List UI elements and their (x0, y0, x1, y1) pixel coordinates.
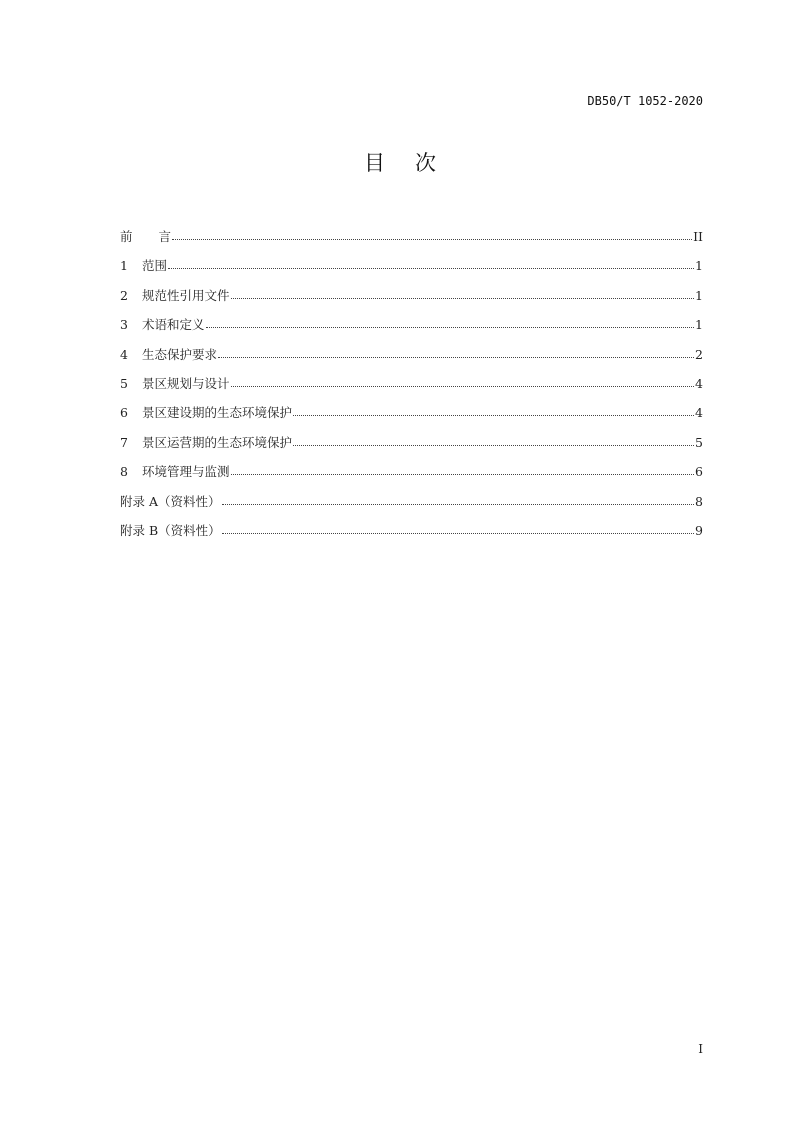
dot-leader (222, 523, 694, 534)
toc-label: 环境管理与监测 (142, 464, 230, 480)
toc-section-number: 6 (120, 405, 128, 421)
dot-leader (168, 258, 694, 269)
toc-section-number: 3 (120, 317, 128, 333)
dot-leader (231, 376, 695, 387)
toc-label (120, 228, 171, 246)
page-title (0, 147, 800, 177)
page-number: I (698, 1042, 703, 1056)
dot-leader (293, 405, 694, 416)
toc-entry-appendix-b[interactable] (120, 522, 703, 551)
title-char-1: 目 (364, 151, 385, 175)
toc-page-number: II (693, 229, 703, 244)
toc-label: 景区规划与设计 (142, 375, 230, 391)
toc-label: 范围 (142, 258, 168, 274)
toc-page-number: 9 (695, 522, 703, 538)
toc-section-number: 4 (120, 346, 128, 362)
toc-entry-1[interactable] (120, 257, 703, 286)
toc-label: 术语和定义 (142, 317, 205, 333)
toc-label-part-2: 言 (158, 229, 172, 244)
toc-section-number: 5 (120, 375, 128, 391)
toc-entry-8[interactable] (120, 463, 703, 492)
document-code: DB50/T 1052-2020 (587, 94, 703, 108)
toc-entry-2[interactable] (120, 287, 703, 316)
toc-entry-foreword[interactable] (120, 228, 703, 257)
toc-page-number: 5 (695, 434, 703, 450)
dot-leader (222, 494, 695, 505)
toc-label: 附录 B（资料性） (120, 522, 221, 538)
toc-entry-4[interactable] (120, 346, 703, 375)
toc-page-number: 4 (695, 405, 703, 421)
toc-entry-appendix-a[interactable] (120, 493, 703, 522)
toc-entry-7[interactable] (120, 434, 703, 463)
toc-section-number: 8 (120, 464, 128, 480)
title-char-2: 次 (415, 151, 436, 175)
toc-label: 规范性引用文件 (142, 287, 230, 303)
toc-label-part-1: 前 (120, 229, 133, 244)
toc-section-number: 1 (120, 258, 128, 274)
table-of-contents (120, 228, 703, 551)
dot-leader (206, 317, 695, 328)
toc-entry-3[interactable] (120, 316, 703, 345)
toc-page-number: 1 (695, 287, 703, 303)
toc-page-number: 2 (695, 346, 703, 362)
toc-page-number: 1 (695, 317, 703, 333)
toc-entry-6[interactable] (120, 404, 703, 433)
dot-leader (231, 464, 695, 475)
toc-section-number: 7 (120, 434, 128, 450)
toc-label: 附录 A（资料性） (120, 493, 221, 509)
dot-leader (172, 229, 692, 240)
dot-leader (218, 347, 694, 358)
toc-page-number: 1 (695, 258, 703, 274)
toc-page-number: 8 (695, 493, 703, 509)
toc-label: 生态保护要求 (142, 346, 218, 362)
toc-entry-5[interactable] (120, 375, 703, 404)
dot-leader (231, 288, 695, 299)
toc-label: 景区运营期的生态环境保护 (142, 434, 293, 450)
toc-page-number: 6 (695, 464, 703, 480)
toc-page-number: 4 (695, 375, 703, 391)
dot-leader (293, 435, 694, 446)
toc-label: 景区建设期的生态环境保护 (142, 405, 293, 421)
toc-section-number: 2 (120, 287, 128, 303)
